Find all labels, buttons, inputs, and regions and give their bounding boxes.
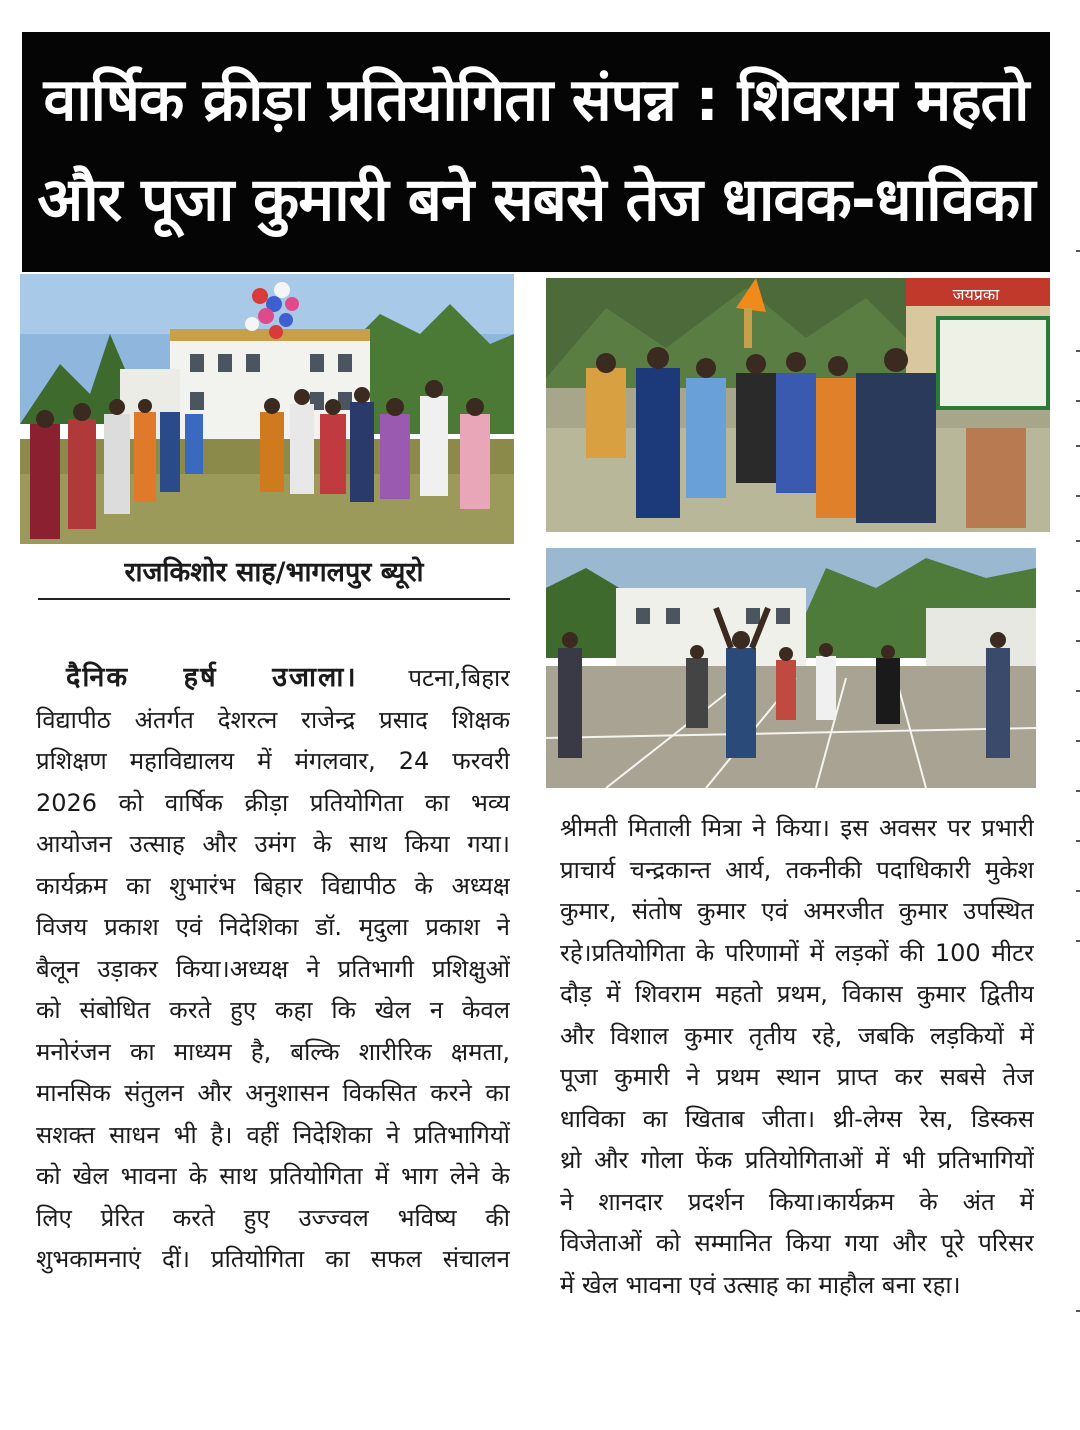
- col2-line: पूजा कुमारी ने प्रथम स्थान प्राप्त कर सबसे तेज: [560, 1063, 1034, 1091]
- col1-line: लिए प्रेरित करते हुए उज्ज्वल भविष्य की: [36, 1203, 510, 1232]
- col2-line: और विशाल कुमार तृतीय रहे, जबकि लड़कियों में: [560, 1021, 1034, 1050]
- col1-line: को संबोधित करते हुए कहा कि खेल न केवल: [36, 996, 510, 1024]
- article-first-line: [36, 657, 510, 700]
- col2-line: विजेताओं को सम्मानित किया गया और पूरे परिसर: [560, 1229, 1034, 1257]
- photo-balloon-release: [20, 274, 514, 544]
- col1-line: को खेल भावना के साथ प्रतियोगिता में भाग लेने के: [36, 1162, 510, 1190]
- col1-line: विजय प्रकाश एवं निदेशिका डॉ. मृदुला प्रकाश ने: [36, 913, 510, 941]
- newspaper-lead: दैनिक हर्ष उजाला।: [66, 662, 358, 693]
- headline-line-1: वार्षिक क्रीड़ा प्रतियोगिता संपन्न : शिवराम महतो: [43, 65, 1029, 134]
- sign-text: जयप्रका: [952, 285, 1000, 304]
- col2-line: में खेल भावना एवं उत्साह का माहौल बना रहा।: [560, 1270, 961, 1299]
- adjacent-column-edge: [1074, 230, 1080, 1430]
- col1-line: मानसिक संतुलन और अनुशासन विकसित करने का: [36, 1079, 510, 1107]
- col1-line: बैलून उड़ाकर किया।अध्यक्ष ने प्रतिभागी प्रशिक्षुओं: [36, 954, 510, 983]
- article-column-2: [560, 808, 1034, 1306]
- headline-banner: [22, 32, 1050, 272]
- col1-line: सशक्त साधन भी है। वहीं निदेशिका ने प्रतिभागियों: [36, 1120, 510, 1149]
- photo-race-finish: [546, 548, 1036, 788]
- first-line-text: पटना,बिहार: [408, 664, 510, 692]
- headline-line-2: और पूजा कुमारी बने सबसे तेज धावक-धाविका: [37, 165, 1035, 235]
- col2-line: श्रीमती मिताली मित्रा ने किया। इस अवसर पर प्रभारी: [560, 814, 1034, 842]
- col1-line: प्रशिक्षण महाविद्यालय में मंगलवार, 24 फरवरी: [36, 747, 510, 775]
- col2-line: दौड़ में शिवराम महतो प्रथम, विकास कुमार द्वितीय: [560, 980, 1034, 1008]
- byline: राजकिशोर साह/भागलपुर ब्यूरो: [38, 548, 510, 600]
- col2-line: ने शानदार प्रदर्शन किया।कार्यक्रम के अंत में: [560, 1187, 1034, 1216]
- photo-torch-lighting: [546, 278, 1050, 532]
- col2-line: प्राचार्य चन्द्रकान्त आर्य, तकनीकी पदाधिकारी मुकेश: [560, 855, 1034, 884]
- article-column-1: [36, 657, 510, 1281]
- col2-line: धाविका का खिताब जीता। थ्री-लेग्स रेस, डिस्कस: [560, 1104, 1034, 1133]
- col1-line: कार्यक्रम का शुभारंभ बिहार विद्यापीठ के अध्यक्ष: [36, 871, 510, 900]
- col1-line: आयोजन उत्साह और उमंग के साथ किया गया।: [36, 830, 510, 858]
- col2-line: रहे।प्रतियोगिता के परिणामों में लड़कों की 100 मीटर: [560, 938, 1034, 967]
- col2-line: थ्रो और गोला फेंक प्रतियोगिताओं में भी प्रतिभागियों: [560, 1146, 1034, 1174]
- col1-line: विद्यापीठ अंतर्गत देशरत्न राजेन्द्र प्रसाद शिक्षक: [36, 705, 510, 734]
- col1-line: मनोरंजन का माध्यम है, बल्कि शारीरिक क्षमता,: [36, 1037, 510, 1066]
- col1-line: शुभकामनाएं दीं। प्रतियोगिता का सफल संचालन: [36, 1245, 510, 1273]
- col1-line: 2026 को वार्षिक क्रीड़ा प्रतियोगिता का भव्य: [36, 788, 510, 817]
- col2-line: कुमार, संतोष कुमार एवं अमरजीत कुमार उपस्थित: [560, 897, 1034, 925]
